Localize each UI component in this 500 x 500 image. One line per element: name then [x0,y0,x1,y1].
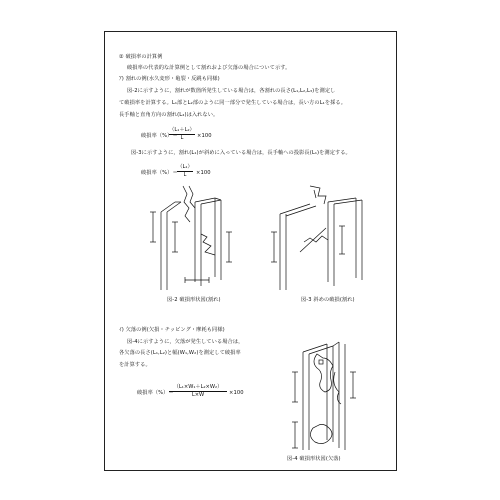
paragraph-a2: て破損率を計算する。L₁部とL₂部のように同一部分で発生している場合は，長い方のL₁を採る。 [119,100,347,106]
equation-3-label: 破損率（%）＝ [137,390,174,396]
figure-3-caption: 図-3 斜めの破損(割れ) [301,297,355,303]
document-page [104,31,397,471]
figure-4-drawing [283,332,378,452]
equation-1-multiplier: ×100 [197,133,212,139]
figure-3-drawing [270,182,370,292]
equation-1-fraction [169,126,195,141]
equation-3-fraction [169,383,227,398]
figure-2-drawing [145,182,245,292]
item-b-title: ｲ) 欠落の例(欠損・チッピング・摩耗も同様) [119,327,225,333]
figure-4-caption: 図-4 破損形状図(欠落) [287,456,341,462]
paragraph-b2: 各欠落の長さ(L₁,L₂)と幅(W₁,W₂)を測定して破損率 [119,350,241,356]
equation-2-numerator: （L₁） [177,164,193,170]
equation-2-denominator: L [183,172,187,178]
equation-2-fraction [177,163,193,178]
paragraph-a3: 長手軸と直角方向の割れ(L₄)は入れない。 [119,112,219,118]
equation-3-denominator: L×W [191,392,205,398]
equation-2-label: 破損率（%）＝ [141,170,178,176]
equation-1-label: 破損率（%）＝ [141,133,178,139]
item-a-title: ｱ) 割れの例(水久変形・亀裂・反跳も同様) [119,76,220,82]
paragraph-b1: 図-4に示すように，欠落が発生している場合は， [127,339,244,345]
section-heading: ② 破損率の計算例 [119,54,163,60]
equation-3-multiplier: ×100 [229,390,244,396]
figure-2-caption: 図-2 破損形状図(割れ) [167,297,221,303]
paragraph-b3: を計算する。 [119,362,151,368]
intro-text: 破損率の代表的な計算例として割れおよび欠落の場合について示す。 [127,65,291,71]
paragraph-a1: 図-2に示すように，割れが数箇所発生している場合は，各割れの長さ(L₁,L₂,L₃)を測定し [127,88,336,94]
equation-1-denominator: L [180,135,184,141]
equation-3-numerator: （L₁×W₁＋L₂×W₂） [173,384,223,390]
equation-1-numerator: （L₁＋L₂） [169,127,195,133]
equation-2-multiplier: ×100 [196,170,211,176]
paragraph-a4: 図-3に示すように，割れ(L₁)が斜めに入っている場合は，長手軸への投影長(L₁)を測定する。 [131,150,351,156]
